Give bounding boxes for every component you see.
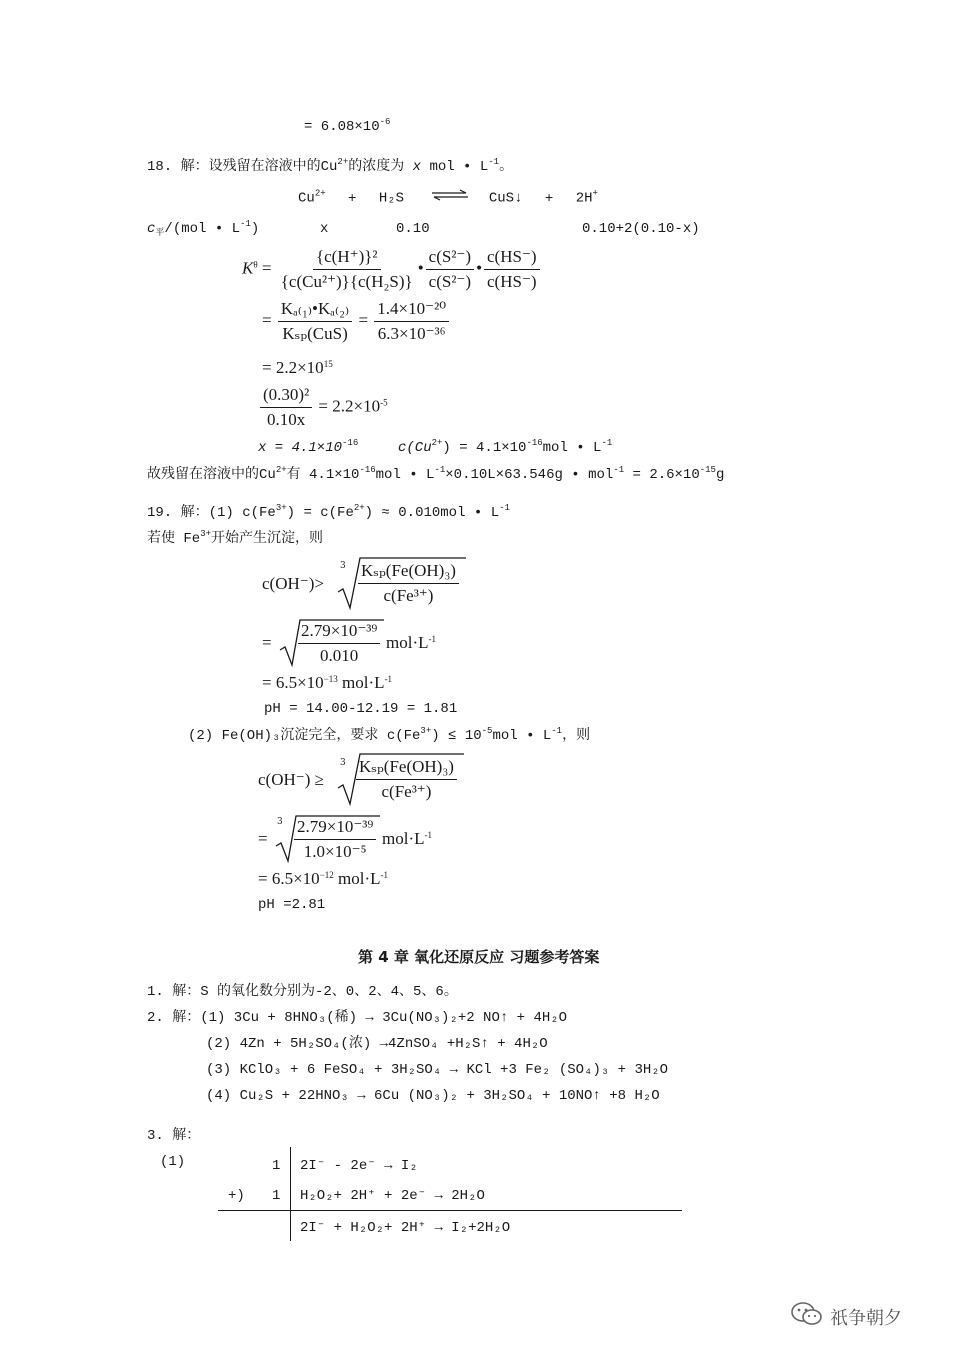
q18-conc-h: 0.10+2(0.10-x) xyxy=(582,221,700,237)
x-equation: $\frac{\text{(0.30)²}}{0.10x}$ = $2.2\times 10^{-5}$ xyxy=(258,384,388,431)
q19-line1: 19. 解：(1) $c(Fe^{3+}) = c(Fe^{2+}) \approx 0.010mol$ • $L^{-1}$ xyxy=(147,503,510,521)
oh-inequality-1: c(OH⁻)> xyxy=(262,574,324,593)
cu-result: $c(Cu^{2+}) = 4.1\times 10^{-16}mol$ • $L^{-1}$ xyxy=(398,438,613,456)
table-vertical-divider xyxy=(290,1147,291,1241)
k-expression: $K^\theta$ = $\frac{\text{\{c(H⁺)\}²}}{\text{\{c(Cu²⁺)\}\{c(H₂S)\}}}$ • $\frac{\text{c(S²⁻)}}{\text{c(S²⁻)}}$ • $\frac{c(HS^-)}{c(HS^-)}$ xyxy=(242,246,542,293)
oh-value-2: = $6.5\times 10^{-12}$ $mol\cdot L^{-1}$ xyxy=(258,869,389,888)
answer-3-part1: (1) xyxy=(160,1154,186,1170)
watermark xyxy=(790,1300,902,1333)
oh-value-1: = $6.5\times 10^{-13}$ $mol\cdot L^{-1}$ xyxy=(262,673,393,692)
q19-line2: 若使 $Fe^{3+}$开始产生沉淀，则 xyxy=(147,529,324,547)
q18-conc-x: x xyxy=(320,221,329,237)
q18-final: 故残留在溶液中的$Cu^{2+}$有 $4.1\times 10^{-16}mol$ • $L^{-1}\times 0.10L\times 63.546g$ • $mol^{-1} = 2.6\times 10^{-15}g$ xyxy=(147,465,725,483)
answer-2-1: 2. 解：(1) 3Cu + 8HNO₃(稀) → 3Cu(NO₃)₂+2 NO↑ + 4H₂O xyxy=(147,1010,568,1026)
cube-root-index: 3 xyxy=(277,817,283,827)
q18-conc-h2s: 0.10 xyxy=(396,221,430,237)
overall-reaction: 2I⁻ + H₂O₂+ 2H⁺ → I₂+2H₂O xyxy=(300,1220,511,1236)
q18-reaction: $Cu^{2+} + H_2S$ CuS↓ + 2H+ xyxy=(298,188,598,207)
cube-root-index: 3 xyxy=(340,561,346,571)
ph-value-1: pH = 14.00-12.19 = 1.81 xyxy=(264,701,458,717)
watermark-text: 祇争朝夕 xyxy=(830,1307,902,1329)
answer-1: 1. 解：S 的氧化数分别为-2、0、2、4、5、6。 xyxy=(147,984,458,1000)
x-result: $x = 4.1\times 10^{-16}$ xyxy=(258,438,359,456)
answer-2-3: (3) KClO₃ + 6 FeSO₄ + 3H₂SO₄ → KCl +3 Fe₂ (SO₄)₃ + 3H₂O xyxy=(206,1062,669,1078)
half-reaction-1-coef: 1 xyxy=(272,1158,281,1174)
oh-inequality-2: c(OH⁻) ≥ xyxy=(258,770,324,789)
table-sum-line xyxy=(218,1210,682,1211)
wechat-icon xyxy=(790,1300,824,1333)
numeric-fraction-1: $\frac{\text{2.79×10⁻³⁹}}{0.010}$ xyxy=(296,620,382,667)
unit-1: $mol\cdot L^{-1}$ xyxy=(386,633,436,652)
eq-sign-2: = xyxy=(258,829,268,848)
ksp-fraction-2: $\frac{\text{Kₛₚ(Fe(OH)₃)}}{\text{c(Fe³⁺)}}$ xyxy=(354,756,459,803)
eq-sign-1: = xyxy=(262,633,272,652)
unit-2: $mol\cdot L^{-1}$ xyxy=(382,829,432,848)
answer-2-2: (2) 4Zn + 5H₂SO₄(浓) →4ZnSO₄ +H₂S↑ + 4H₂O xyxy=(206,1036,548,1052)
q18-intro: 18. 解：设残留在溶液中的$Cu^{2+}$的浓度为 x mol • $L^{-1}$。 xyxy=(147,157,514,175)
equilibrium-arrow-icon xyxy=(430,188,470,208)
prev-result-line: = $6.08\times 10^{-6}$ xyxy=(304,117,391,135)
q19-part2: (2) Fe(OH)₃沉淀完全，要求 $c(Fe^{3+}) \le 10^{-5}mol$ • $L^{-1}$，则 xyxy=(188,726,591,744)
k-value: = $2.2\times 10^{15}$ xyxy=(262,358,333,377)
half-reaction-2-plus: +) xyxy=(228,1188,245,1204)
cube-root-index: 3 xyxy=(340,758,346,768)
q18-conc-label: $c_平/(mol$ • $L^{-1}$) xyxy=(147,219,260,238)
ph-value-2: pH =2.81 xyxy=(258,897,326,913)
answer-2-4: (4) Cu₂S + 22HNO₃ → 6Cu (NO₃)₂ + 3H₂SO₄ + 10NO↑ +8 H₂O xyxy=(206,1088,660,1104)
numeric-fraction-2: $\frac{\text{2.79×10⁻³⁹}}{\text{1.0×10⁻⁵}}$ xyxy=(292,816,378,863)
half-reaction-1: 2I⁻ - 2e⁻ → I₂ xyxy=(300,1158,418,1174)
ksp-fraction-1: $\frac{\text{Kₛₚ(Fe(OH)₃)}}{\text{c(Fe³⁺)}}$ xyxy=(356,560,461,607)
k-ratio-expression: = $\frac{\text{Kₐ₍₁₎•Kₐ₍₂₎}}{\text{Kₛₚ(CuS)}}$ = $\frac{\text{1.4×10⁻²⁰}}{\text{6.3×10⁻³⁶}}$ xyxy=(262,298,451,345)
half-reaction-2: H₂O₂+ 2H⁺ + 2e⁻ → 2H₂O xyxy=(300,1188,485,1204)
half-reaction-2-coef: 1 xyxy=(272,1188,281,1204)
chapter-title: 第 4 章 氧化还原反应 习题参考答案 xyxy=(358,948,600,966)
answer-3: 3. 解： xyxy=(147,1128,201,1144)
